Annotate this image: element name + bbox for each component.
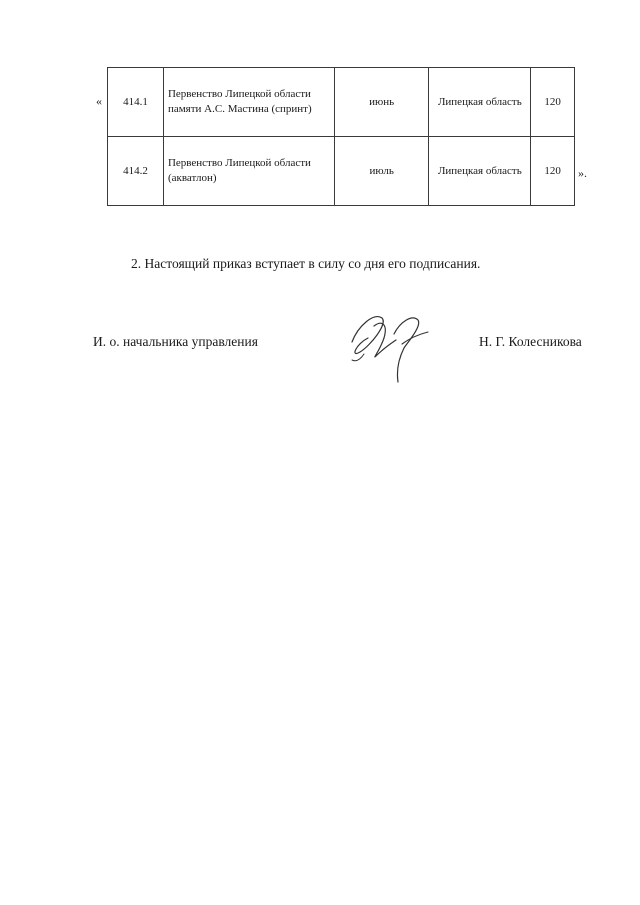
participant-count: 120: [531, 137, 575, 206]
event-name: Первенство Липецкой области памяти А.С. Мастина (спринт): [163, 68, 334, 137]
events-table: [107, 67, 575, 206]
opening-quote: «: [96, 94, 102, 108]
row-number: 414.1: [108, 68, 164, 137]
signatory-role: И. о. начальника управления: [93, 334, 258, 349]
signatory-name: Н. Г. Колесникова: [479, 334, 582, 349]
event-place: Липецкая область: [429, 137, 531, 206]
table-row: [108, 137, 575, 206]
event-month: июль: [334, 137, 429, 206]
event-place: Липецкая область: [429, 68, 531, 137]
closing-quote: ».: [578, 166, 587, 180]
row-number: 414.2: [108, 137, 164, 206]
event-month: июнь: [334, 68, 429, 137]
table-row: [108, 68, 575, 137]
participant-count: 120: [531, 68, 575, 137]
clause-2-text: 2. Настоящий приказ вступает в силу со дня его подписания.: [131, 256, 481, 271]
handwritten-signature: [338, 304, 438, 386]
event-name: Первенство Липецкой области (акватлон): [163, 137, 334, 206]
